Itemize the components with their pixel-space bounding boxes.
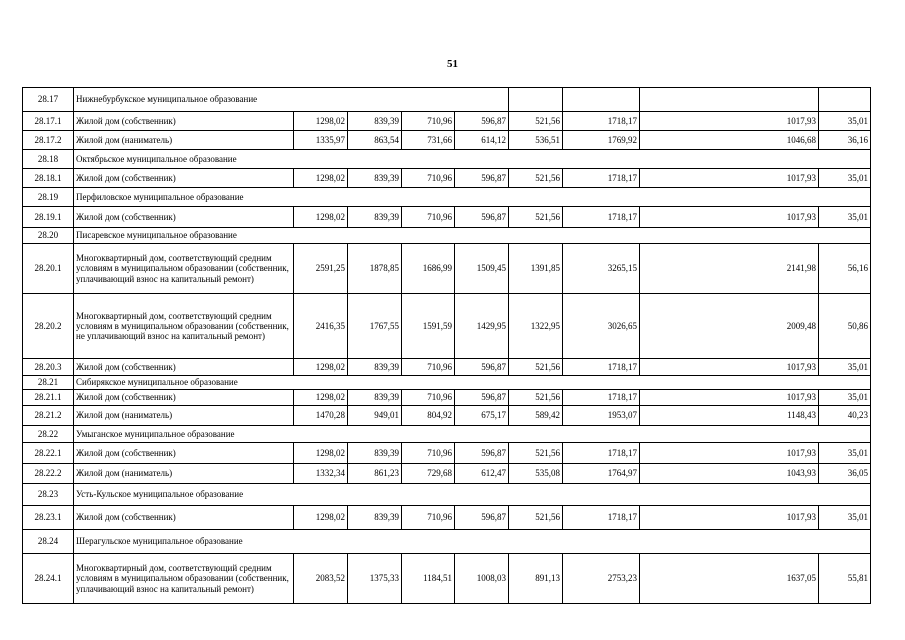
row-number: 28.20.1: [23, 244, 74, 294]
group-row: [23, 484, 871, 506]
row-number: 28.17.2: [23, 131, 74, 150]
value-cell: 1017,93: [640, 207, 819, 228]
value-cell: 804,92: [402, 406, 455, 426]
value-cell: 839,39: [348, 207, 402, 228]
row-number: 28.19.1: [23, 207, 74, 228]
value-cell: 596,87: [455, 443, 509, 464]
row-number: 28.20: [23, 228, 74, 244]
empty-cell: [819, 88, 871, 112]
housing-type: Жилой дом (собственник): [74, 443, 294, 464]
row-number: 28.24: [23, 530, 74, 554]
value-cell: 3026,65: [563, 294, 640, 359]
table-row: [23, 207, 871, 228]
table-row: [23, 169, 871, 188]
value-cell: 1718,17: [563, 506, 640, 530]
value-cell: 1718,17: [563, 443, 640, 464]
value-cell: 589,42: [509, 406, 563, 426]
value-cell: 731,66: [402, 131, 455, 150]
group-row: [23, 376, 871, 390]
value-cell: 710,96: [402, 390, 455, 406]
value-cell: 1767,55: [348, 294, 402, 359]
housing-type: Многоквартирный дом, соответствующий средним условиям в муниципальном образовании (собственник, уплачивающий взнос на капитальный ремонт): [74, 554, 294, 604]
row-number: 28.23: [23, 484, 74, 506]
value-cell: 1391,85: [509, 244, 563, 294]
value-cell: 50,86: [819, 294, 871, 359]
value-cell: 536,51: [509, 131, 563, 150]
row-number: 28.21: [23, 376, 74, 390]
housing-type: Жилой дом (наниматель): [74, 464, 294, 484]
group-row: [23, 426, 871, 443]
value-cell: 521,56: [509, 169, 563, 188]
value-cell: 710,96: [402, 359, 455, 376]
value-cell: 521,56: [509, 112, 563, 131]
value-cell: 36,16: [819, 131, 871, 150]
value-cell: 1043,93: [640, 464, 819, 484]
table-row: [23, 112, 871, 131]
value-cell: 1509,45: [455, 244, 509, 294]
value-cell: 1148,43: [640, 406, 819, 426]
value-cell: 596,87: [455, 112, 509, 131]
table-row: [23, 554, 871, 604]
table-row: [23, 406, 871, 426]
housing-type: Жилой дом (собственник): [74, 207, 294, 228]
value-cell: 1298,02: [294, 207, 348, 228]
tariff-table: [22, 87, 871, 604]
value-cell: 1718,17: [563, 390, 640, 406]
row-number: 28.20.2: [23, 294, 74, 359]
value-cell: 521,56: [509, 359, 563, 376]
value-cell: 1298,02: [294, 169, 348, 188]
row-number: 28.17.1: [23, 112, 74, 131]
housing-type: Многоквартирный дом, соответствующий средним условиям в муниципальном образовании (собственник, уплачивающий взнос на капитальный ремонт): [74, 244, 294, 294]
value-cell: 1017,93: [640, 443, 819, 464]
empty-cell: [640, 88, 819, 112]
value-cell: 1718,17: [563, 359, 640, 376]
value-cell: 36,05: [819, 464, 871, 484]
value-cell: 1017,93: [640, 506, 819, 530]
municipality-name: Сибирякское муниципальное образование: [74, 376, 871, 390]
value-cell: 1470,28: [294, 406, 348, 426]
value-cell: 1298,02: [294, 506, 348, 530]
value-cell: 710,96: [402, 207, 455, 228]
value-cell: 596,87: [455, 169, 509, 188]
value-cell: 839,39: [348, 443, 402, 464]
value-cell: 1953,07: [563, 406, 640, 426]
value-cell: 839,39: [348, 506, 402, 530]
value-cell: 1017,93: [640, 390, 819, 406]
row-number: 28.22.2: [23, 464, 74, 484]
value-cell: 40,23: [819, 406, 871, 426]
value-cell: 1769,92: [563, 131, 640, 150]
value-cell: 612,47: [455, 464, 509, 484]
row-number: 28.21.1: [23, 390, 74, 406]
value-cell: 839,39: [348, 390, 402, 406]
table-row: [23, 506, 871, 530]
table-row: [23, 464, 871, 484]
value-cell: 521,56: [509, 506, 563, 530]
value-cell: 710,96: [402, 169, 455, 188]
value-cell: 675,17: [455, 406, 509, 426]
value-cell: 1429,95: [455, 294, 509, 359]
value-cell: 1718,17: [563, 112, 640, 131]
municipality-name: Шерагульское муниципальное образование: [74, 530, 871, 554]
value-cell: 521,56: [509, 390, 563, 406]
table-row: [23, 443, 871, 464]
value-cell: 1375,33: [348, 554, 402, 604]
value-cell: 596,87: [455, 506, 509, 530]
value-cell: 891,13: [509, 554, 563, 604]
value-cell: 863,54: [348, 131, 402, 150]
housing-type: Жилой дом (собственник): [74, 112, 294, 131]
value-cell: 710,96: [402, 506, 455, 530]
table-row: [23, 359, 871, 376]
value-cell: 1298,02: [294, 112, 348, 131]
table-row: [23, 244, 871, 294]
value-cell: 2753,23: [563, 554, 640, 604]
municipality-name: Писаревское муниципальное образование: [74, 228, 871, 244]
value-cell: 1184,51: [402, 554, 455, 604]
row-number: 28.17: [23, 88, 74, 112]
value-cell: 2591,25: [294, 244, 348, 294]
value-cell: 1298,02: [294, 359, 348, 376]
group-row: [23, 150, 871, 169]
value-cell: 949,01: [348, 406, 402, 426]
value-cell: 35,01: [819, 112, 871, 131]
value-cell: 1017,93: [640, 169, 819, 188]
row-number: 28.22.1: [23, 443, 74, 464]
value-cell: 56,16: [819, 244, 871, 294]
row-number: 28.24.1: [23, 554, 74, 604]
value-cell: 1718,17: [563, 169, 640, 188]
municipality-name: Умыганское муниципальное образование: [74, 426, 871, 443]
value-cell: 1764,97: [563, 464, 640, 484]
value-cell: 1298,02: [294, 443, 348, 464]
row-number: 28.23.1: [23, 506, 74, 530]
value-cell: 1298,02: [294, 390, 348, 406]
value-cell: 1322,95: [509, 294, 563, 359]
value-cell: 710,96: [402, 112, 455, 131]
value-cell: 614,12: [455, 131, 509, 150]
municipality-name: Усть-Кульское муниципальное образование: [74, 484, 871, 506]
row-number: 28.19: [23, 188, 74, 207]
table-row: [23, 131, 871, 150]
page-number: 51: [447, 58, 458, 70]
value-cell: 521,56: [509, 443, 563, 464]
value-cell: 35,01: [819, 359, 871, 376]
value-cell: 729,68: [402, 464, 455, 484]
value-cell: 1591,59: [402, 294, 455, 359]
value-cell: 1878,85: [348, 244, 402, 294]
housing-type: Жилой дом (наниматель): [74, 131, 294, 150]
group-row: [23, 88, 871, 112]
value-cell: 35,01: [819, 207, 871, 228]
group-row: [23, 228, 871, 244]
value-cell: 839,39: [348, 359, 402, 376]
empty-cell: [563, 88, 640, 112]
group-row: [23, 530, 871, 554]
value-cell: 35,01: [819, 443, 871, 464]
table-row: [23, 294, 871, 359]
value-cell: 596,87: [455, 359, 509, 376]
value-cell: 1335,97: [294, 131, 348, 150]
value-cell: 2416,35: [294, 294, 348, 359]
value-cell: 2141,98: [640, 244, 819, 294]
housing-type: Жилой дом (наниматель): [74, 406, 294, 426]
housing-type: Жилой дом (собственник): [74, 390, 294, 406]
value-cell: 1008,03: [455, 554, 509, 604]
value-cell: 1046,68: [640, 131, 819, 150]
housing-type: Жилой дом (собственник): [74, 506, 294, 530]
value-cell: 35,01: [819, 169, 871, 188]
empty-cell: [509, 88, 563, 112]
municipality-name: Октябрьское муниципальное образование: [74, 150, 871, 169]
table-row: [23, 390, 871, 406]
value-cell: 1686,99: [402, 244, 455, 294]
value-cell: 521,56: [509, 207, 563, 228]
housing-type: Жилой дом (собственник): [74, 359, 294, 376]
value-cell: 2009,48: [640, 294, 819, 359]
value-cell: 839,39: [348, 169, 402, 188]
value-cell: 535,08: [509, 464, 563, 484]
value-cell: 596,87: [455, 390, 509, 406]
value-cell: 1017,93: [640, 112, 819, 131]
housing-type: Многоквартирный дом, соответствующий средним условиям в муниципальном образовании (собственник, не уплачивающий взнос на капитальный ремонт): [74, 294, 294, 359]
row-number: 28.22: [23, 426, 74, 443]
row-number: 28.21.2: [23, 406, 74, 426]
value-cell: 710,96: [402, 443, 455, 464]
value-cell: 861,23: [348, 464, 402, 484]
row-number: 28.18.1: [23, 169, 74, 188]
value-cell: 1332,34: [294, 464, 348, 484]
value-cell: 1637,05: [640, 554, 819, 604]
row-number: 28.20.3: [23, 359, 74, 376]
housing-type: Жилой дом (собственник): [74, 169, 294, 188]
value-cell: 596,87: [455, 207, 509, 228]
value-cell: 1718,17: [563, 207, 640, 228]
municipality-name: Нижнебурбукское муниципальное образование: [74, 88, 509, 112]
group-row: [23, 188, 871, 207]
value-cell: 3265,15: [563, 244, 640, 294]
value-cell: 55,81: [819, 554, 871, 604]
value-cell: 35,01: [819, 390, 871, 406]
municipality-name: Перфиловское муниципальное образование: [74, 188, 871, 207]
value-cell: 1017,93: [640, 359, 819, 376]
value-cell: 2083,52: [294, 554, 348, 604]
row-number: 28.18: [23, 150, 74, 169]
value-cell: 839,39: [348, 112, 402, 131]
value-cell: 35,01: [819, 506, 871, 530]
